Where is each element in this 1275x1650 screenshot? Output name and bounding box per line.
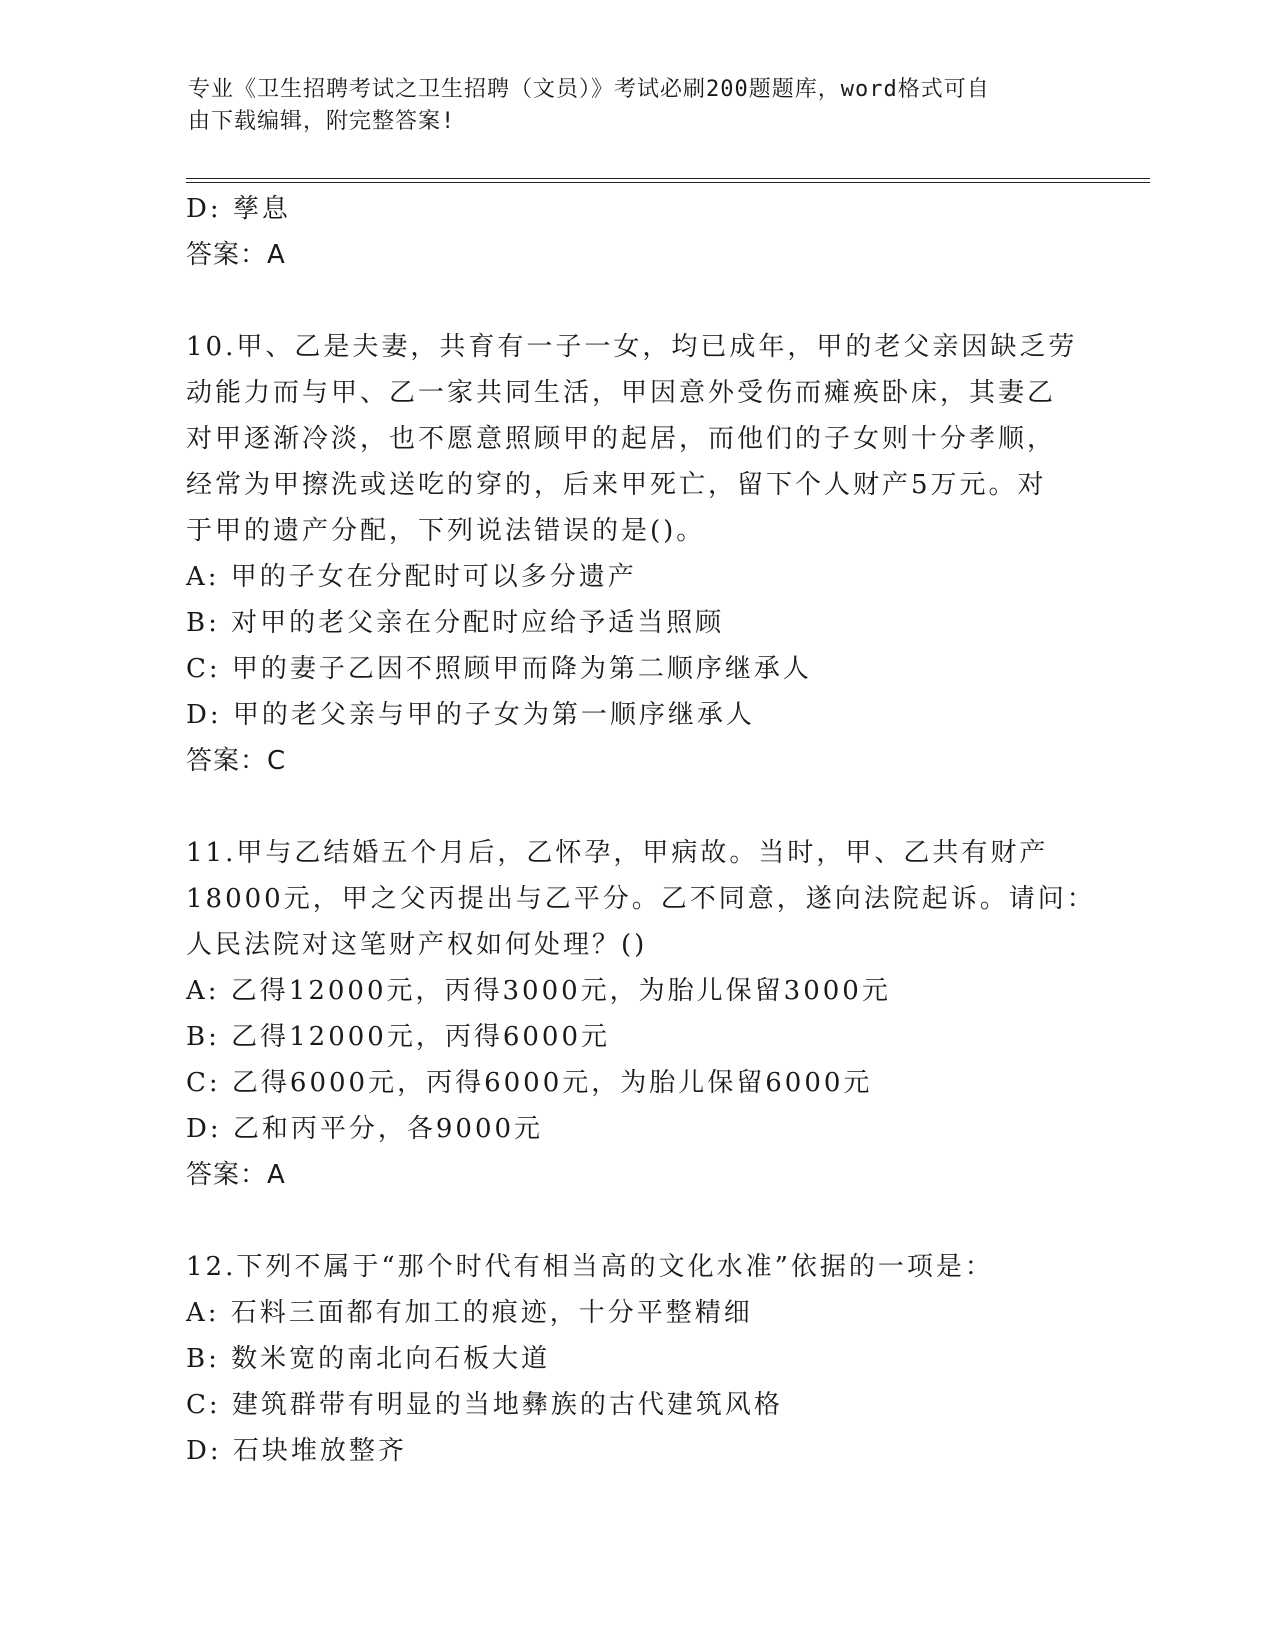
- option-d: D: 乙和丙平分，各9000元: [186, 1114, 544, 1144]
- option-b: B: 对甲的老父亲在分配时应给予适当照顾: [186, 608, 725, 638]
- option-b: B: 乙得12000元，丙得6000元: [186, 1022, 611, 1052]
- question-stem-line: 18000元，甲之父丙提出与乙平分。乙不同意，遂向法院起诉。请问：: [186, 884, 1096, 914]
- spacer: [186, 278, 1086, 324]
- question-11: [186, 830, 1096, 1198]
- option-a: A: 乙得12000元，丙得3000元，为胎儿保留3000元: [186, 976, 891, 1006]
- question-9-tail: [186, 186, 1086, 278]
- option-d: D: 甲的老父亲与甲的子女为第一顺序继承人: [186, 700, 755, 730]
- header-double-rule: [186, 178, 1150, 183]
- option-d: D: 孳息: [186, 194, 291, 224]
- question-stem-line: 对甲逐渐冷淡，也不愿意照顾甲的起居，而他们的子女则十分孝顺，: [186, 424, 1057, 454]
- question-10: [186, 324, 1086, 784]
- question-stem-line: 于甲的遗产分配，下列说法错误的是()。: [186, 516, 706, 546]
- header-line-1: 专业《卫生招聘考试之卫生招聘（文员）》考试必刷200题题库，word格式可自: [188, 77, 990, 102]
- answer-line: 答案：A: [186, 1160, 286, 1190]
- option-d: D: 石块堆放整齐: [186, 1436, 407, 1466]
- answer-line: 答案：C: [186, 746, 287, 776]
- document-header: [188, 74, 1088, 138]
- spacer: [186, 1198, 1086, 1244]
- header-line-2: 由下载编辑，附完整答案!: [188, 109, 456, 134]
- question-stem-line: 10.甲、乙是夫妻，共育有一子一女，均已成年，甲的老父亲因缺乏劳: [186, 332, 1078, 362]
- question-stem-line: 12.下列不属于“那个时代有相当高的文化水准”依据的一项是：: [186, 1252, 994, 1282]
- option-c: C: 甲的妻子乙因不照顾甲而降为第二顺序继承人: [186, 654, 812, 684]
- option-a: A: 石料三面都有加工的痕迹，十分平整精细: [186, 1298, 753, 1328]
- question-stem-line: 人民法院对这笔财产权如何处理？(): [186, 930, 648, 960]
- document-body: [186, 186, 1096, 1474]
- option-a: A: 甲的子女在分配时可以多分遗产: [186, 562, 637, 592]
- spacer: [186, 784, 1086, 830]
- question-stem-line: 11.甲与乙结婚五个月后，乙怀孕，甲病故。当时，甲、乙共有财产: [186, 838, 1049, 868]
- option-b: B: 数米宽的南北向石板大道: [186, 1344, 551, 1374]
- option-c: C: 建筑群带有明显的当地彝族的古代建筑风格: [186, 1390, 783, 1420]
- answer-line: 答案：A: [186, 240, 286, 270]
- option-c: C: 乙得6000元，丙得6000元，为胎儿保留6000元: [186, 1068, 873, 1098]
- question-12: [186, 1244, 1086, 1474]
- question-stem-line: 动能力而与甲、乙一家共同生活，甲因意外受伤而瘫痪卧床，其妻乙: [186, 378, 1057, 408]
- question-stem-line: 经常为甲擦洗或送吃的穿的，后来甲死亡，留下个人财产5万元。对: [186, 470, 1047, 500]
